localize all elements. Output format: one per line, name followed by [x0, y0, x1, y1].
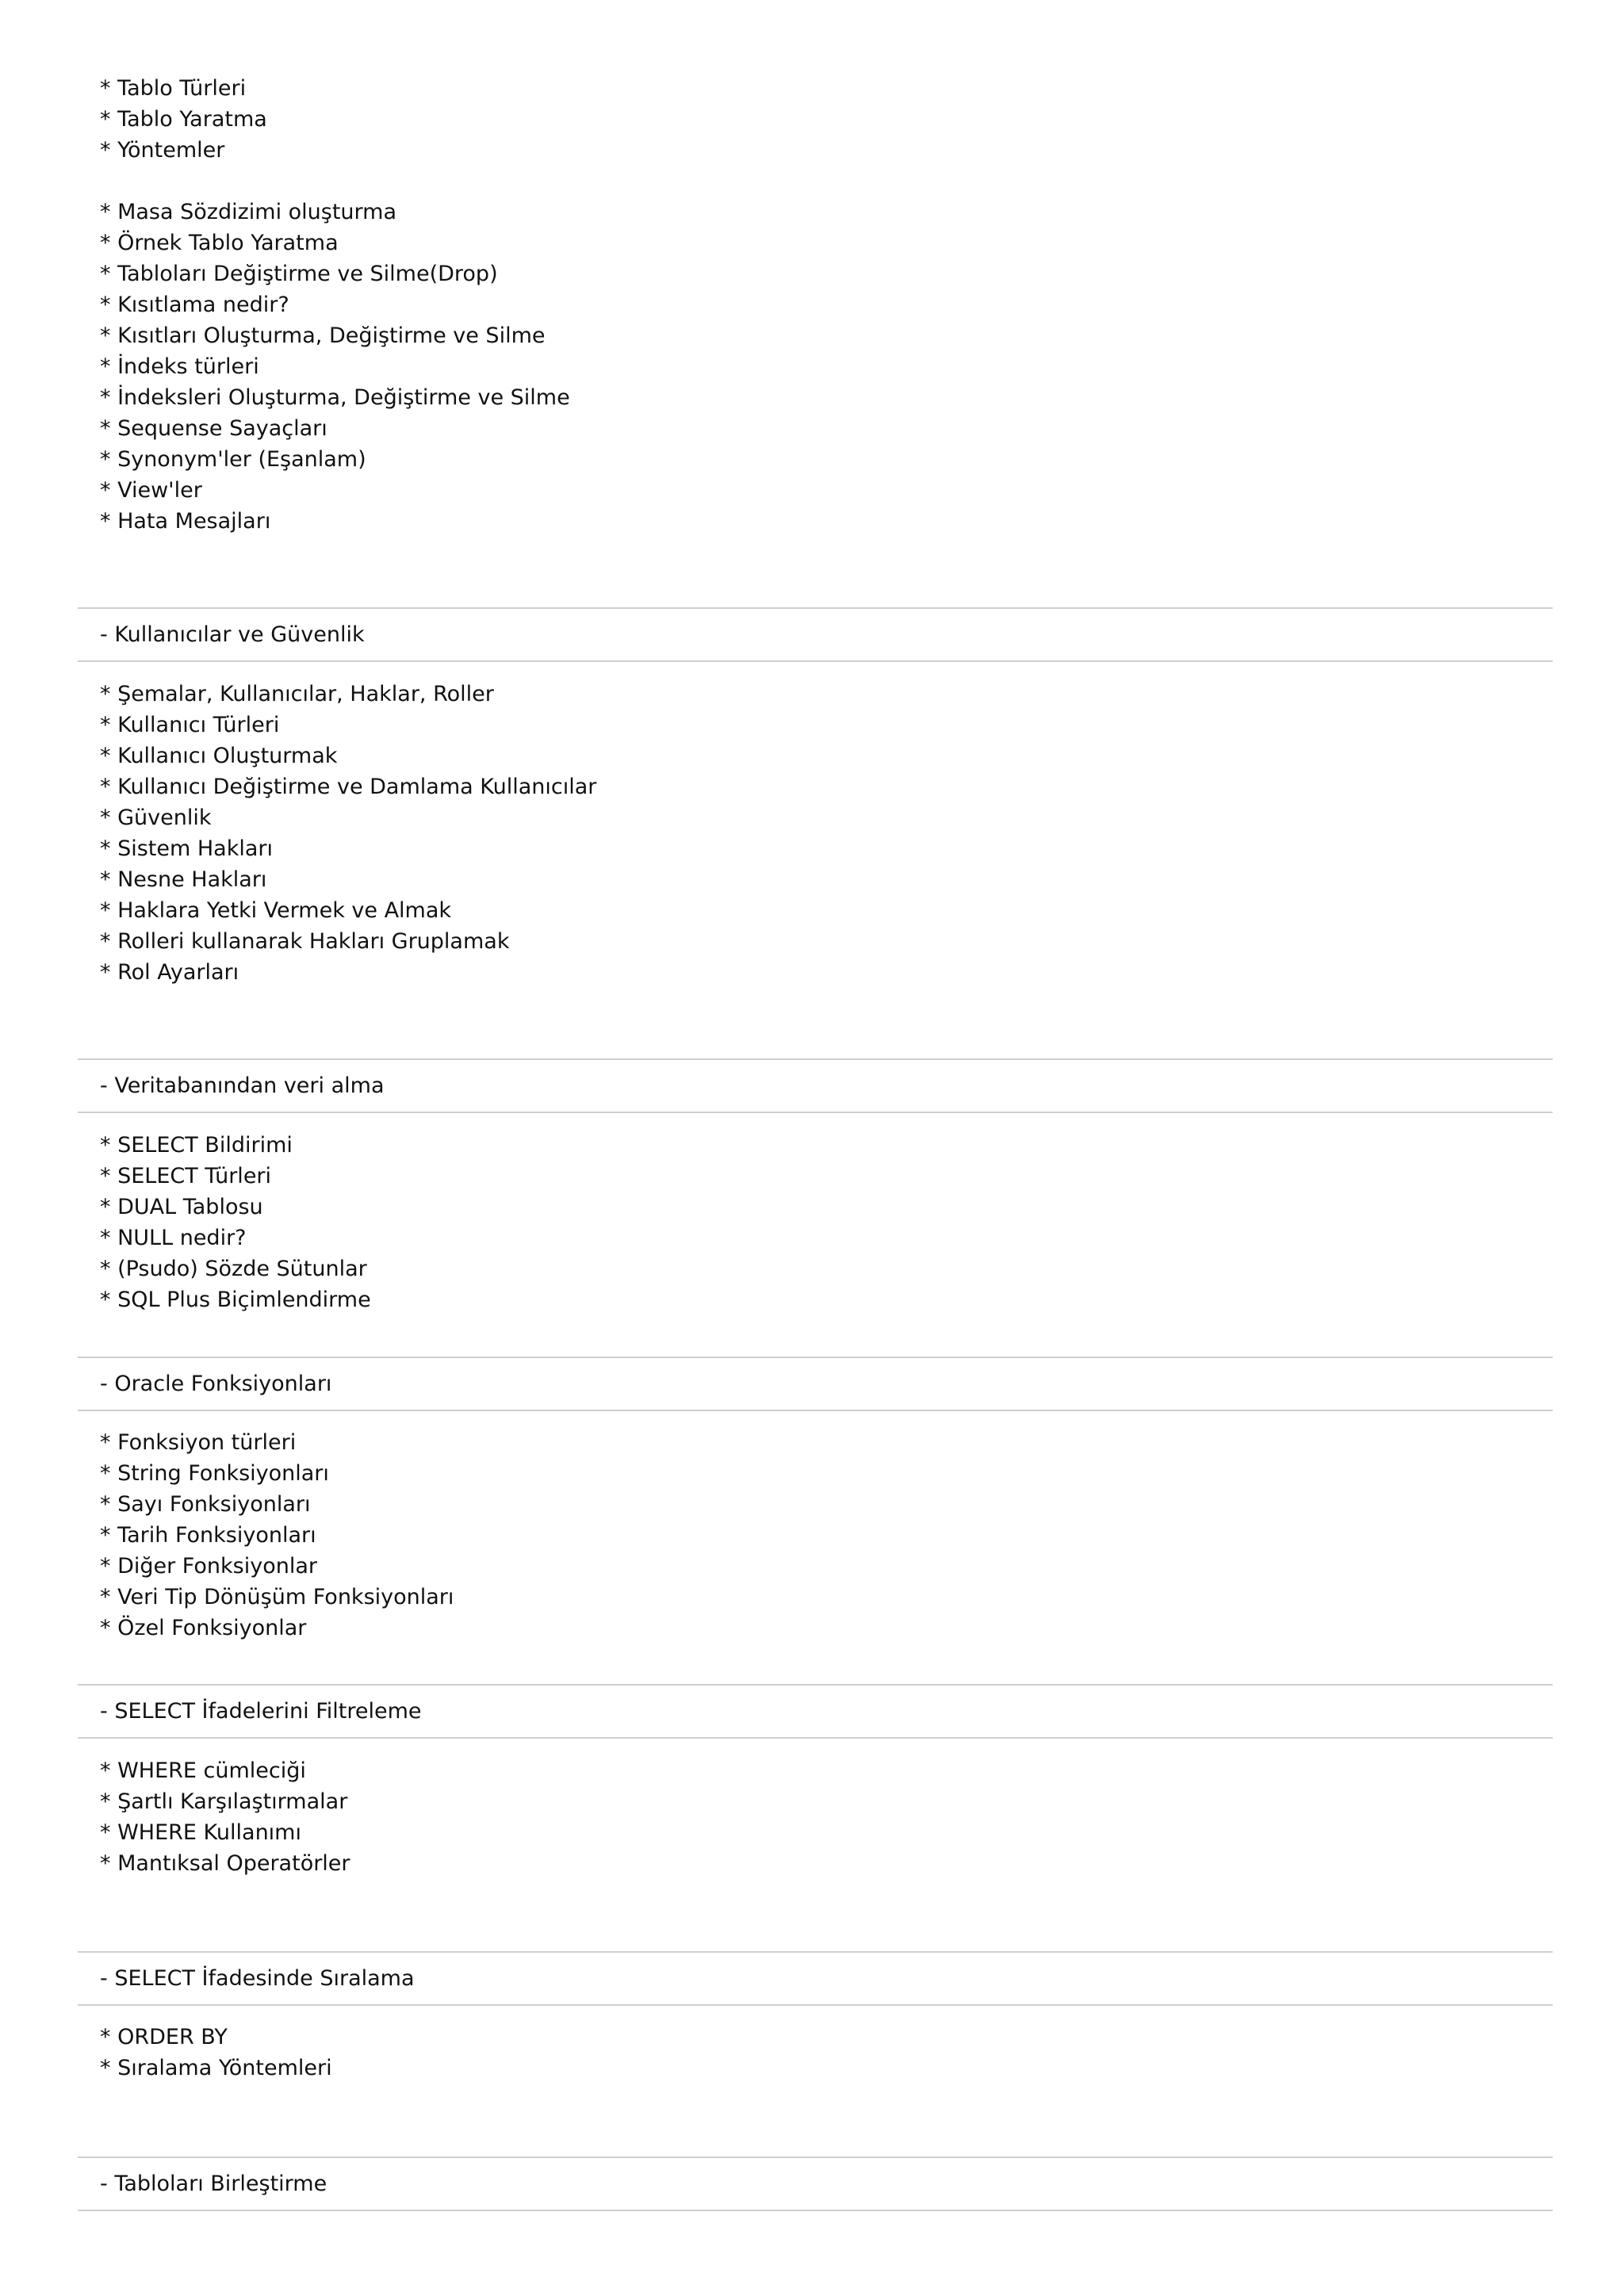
- section-header-users-security: [78, 607, 1553, 662]
- list-item: * Sistem Hakları: [100, 836, 274, 861]
- list-item: * Tablo Yaratma: [100, 107, 267, 132]
- list-item: * Masa Sözdizimi oluşturma: [100, 200, 397, 224]
- list-item: * Nesne Hakları: [100, 867, 267, 892]
- section-title: - Oracle Fonksiyonları: [100, 1372, 332, 1396]
- list-item: * Kullanıcı Oluşturmak: [100, 744, 338, 768]
- list-item: * String Fonksiyonları: [100, 1461, 329, 1486]
- users-security-topic-list: [100, 679, 596, 988]
- list-item: * SELECT Bildirimi: [100, 1133, 293, 1158]
- section-title: - SELECT İfadelerini Filtreleme: [100, 1699, 422, 1724]
- section-header-oracle-functions: [78, 1357, 1553, 1411]
- section-header-table-joins: [78, 2156, 1553, 2211]
- list-item: * Kullanıcı Değiştirme ve Damlama Kullanıcılar: [100, 775, 597, 799]
- list-item: * Şartlı Karşılaştırmalar: [100, 1789, 348, 1814]
- list-item: * SELECT Türleri: [100, 1164, 272, 1188]
- list-item: * Veri Tip Dönüşüm Fonksiyonları: [100, 1585, 454, 1609]
- list-item: * Yöntemler: [100, 138, 225, 163]
- list-item: * İndeksleri Oluşturma, Değiştirme ve Silme: [100, 385, 570, 410]
- section-header-select-filtering: [78, 1684, 1553, 1739]
- list-item: * Synonym'ler (Eşanlam): [100, 447, 366, 472]
- section-header-select-sorting: [78, 1951, 1553, 2006]
- list-item: * Sequense Sayaçları: [100, 416, 327, 441]
- list-item: * Rol Ayarları: [100, 960, 239, 985]
- intro-topic-list: [100, 73, 570, 537]
- section-title: - Tabloları Birleştirme: [100, 2172, 327, 2196]
- select-filtering-topic-list: [100, 1755, 350, 1879]
- list-item: * Kısıtları Oluşturma, Değiştirme ve Silme: [100, 323, 546, 348]
- section-title: - Kullanıcılar ve Güvenlik: [100, 622, 365, 647]
- list-item: * Kullanıcı Türleri: [100, 713, 280, 737]
- list-item: * Örnek Tablo Yaratma: [100, 231, 339, 255]
- list-item: * Tabloları Değiştirme ve Silme(Drop): [100, 262, 498, 286]
- section-title: - SELECT İfadesinde Sıralama: [100, 1966, 415, 1991]
- oracle-functions-topic-list: [100, 1427, 454, 1644]
- data-retrieval-topic-list: [100, 1130, 371, 1315]
- list-item: * (Psudo) Sözde Sütunlar: [100, 1257, 367, 1281]
- list-item: * ORDER BY: [100, 2025, 228, 2049]
- list-item: * Tablo Türleri: [100, 76, 247, 101]
- list-item: * Özel Fonksiyonlar: [100, 1616, 307, 1640]
- list-item: * Hata Mesajları: [100, 509, 271, 534]
- list-item: * WHERE cümleciği: [100, 1758, 306, 1783]
- list-item: * Sıralama Yöntemleri: [100, 2056, 332, 2080]
- list-item: * SQL Plus Biçimlendirme: [100, 1288, 371, 1312]
- select-sorting-topic-list: [100, 2022, 332, 2084]
- list-item: * Sayı Fonksiyonları: [100, 1492, 311, 1517]
- list-item: * Fonksiyon türleri: [100, 1430, 297, 1455]
- section-header-data-retrieval: [78, 1058, 1553, 1113]
- list-spacer: [100, 166, 570, 197]
- list-item: * WHERE Kullanımı: [100, 1820, 301, 1845]
- list-item: * Güvenlik: [100, 806, 212, 830]
- list-item: * Mantıksal Operatörler: [100, 1851, 350, 1876]
- section-title: - Veritabanından veri alma: [100, 1073, 385, 1098]
- list-item: * NULL nedir?: [100, 1226, 247, 1250]
- list-item: * Haklara Yetki Vermek ve Almak: [100, 898, 452, 923]
- list-item: * View'ler: [100, 478, 202, 503]
- list-item: * Kısıtlama nedir?: [100, 293, 289, 317]
- list-item: * DUAL Tablosu: [100, 1195, 263, 1219]
- list-item: * Diğer Fonksiyonlar: [100, 1554, 317, 1578]
- list-item: * İndeks türleri: [100, 354, 259, 379]
- list-item: * Rolleri kullanarak Hakları Gruplamak: [100, 929, 510, 954]
- list-item: * Şemalar, Kullanıcılar, Haklar, Roller: [100, 682, 494, 706]
- list-item: * Tarih Fonksiyonları: [100, 1523, 316, 1548]
